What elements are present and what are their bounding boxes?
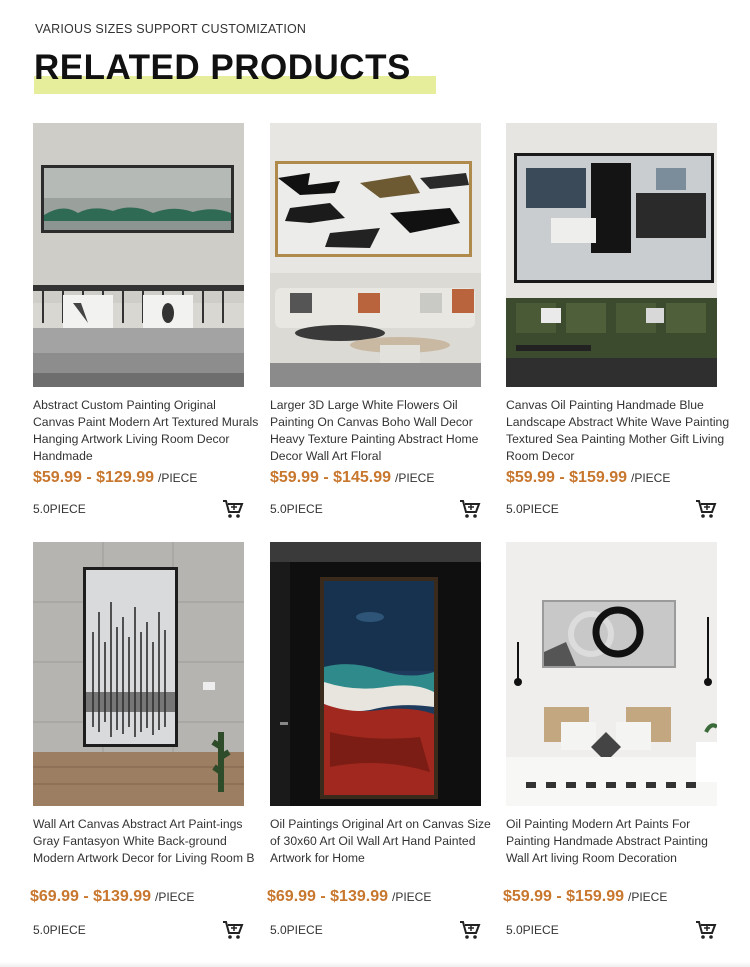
cart-icon[interactable] — [459, 499, 481, 519]
page-subtitle: VARIOUS SIZES SUPPORT CUSTOMIZATION — [35, 22, 307, 36]
product-price: $59.99 - $159.99 — [506, 469, 627, 486]
product-rating: 5.0PIECE — [270, 502, 323, 516]
meta-row — [33, 920, 244, 940]
meta-row — [33, 499, 244, 519]
product-card[interactable] — [33, 123, 259, 516]
price-row — [270, 469, 434, 487]
bottom-edge — [0, 962, 750, 967]
product-price: $69.99 - $139.99 — [267, 888, 388, 905]
price-unit: /PIECE — [631, 471, 671, 485]
price-row — [503, 888, 667, 906]
cart-icon[interactable] — [222, 499, 244, 519]
section-title: RELATED PRODUCTS — [34, 48, 411, 87]
product-price: $59.99 - $129.99 — [33, 469, 154, 486]
product-rating: 5.0PIECE — [33, 502, 86, 516]
cart-icon[interactable] — [222, 920, 244, 940]
product-name[interactable]: Oil Paintings Original Art on Canvas Size of 30x60 Art Oil Wall Art Hand Painted Artwork for Home — [270, 817, 491, 865]
product-card[interactable] — [30, 542, 259, 937]
product-image[interactable] — [270, 542, 481, 806]
product-image[interactable] — [33, 123, 244, 387]
price-unit: /PIECE — [628, 890, 668, 904]
price-unit: /PIECE — [155, 890, 195, 904]
price-row — [506, 469, 670, 487]
meta-row — [270, 499, 481, 519]
product-name[interactable]: Abstract Custom Painting Original Canvas Paint Modern Art Textured Murals Hanging Artwork Living Room Decor Handmade — [33, 398, 259, 463]
product-name[interactable]: Canvas Oil Painting Handmade Blue Landscape Abstract White Wave Painting Textured Sea Painting Mother Gift Living Room Decor — [506, 398, 730, 463]
product-name[interactable]: Oil Painting Modern Art Paints For Painting Handmade Abstract Painting Wall Art living Room Decoration — [506, 817, 708, 865]
cart-icon[interactable] — [695, 499, 717, 519]
product-card[interactable] — [503, 542, 732, 937]
price-unit: /PIECE — [395, 471, 435, 485]
cart-icon[interactable] — [459, 920, 481, 940]
product-rating: 5.0PIECE — [270, 923, 323, 937]
product-price: $59.99 - $145.99 — [270, 469, 391, 486]
product-price: $59.99 - $159.99 — [503, 888, 624, 905]
price-unit: /PIECE — [158, 471, 198, 485]
price-row — [30, 888, 194, 906]
section-title-wrap — [34, 48, 411, 88]
price-row — [33, 469, 197, 487]
product-image[interactable] — [506, 123, 717, 387]
product-image[interactable] — [270, 123, 481, 387]
product-card[interactable] — [270, 123, 496, 516]
product-rating: 5.0PIECE — [33, 923, 86, 937]
product-name[interactable]: Wall Art Canvas Abstract Art Paint-ings Gray Fantasyon White Back-ground Modern Artwork Decor for Living Room B — [33, 817, 255, 865]
meta-row — [506, 499, 717, 519]
product-card[interactable] — [267, 542, 496, 937]
product-image[interactable] — [33, 542, 244, 806]
cart-icon[interactable] — [695, 920, 717, 940]
product-name[interactable]: Larger 3D Large White Flowers Oil Painting On Canvas Boho Wall Decor Heavy Texture Painting Abstract Home Decor Wall Art Floral — [270, 398, 479, 463]
product-price: $69.99 - $139.99 — [30, 888, 151, 905]
meta-row — [506, 920, 717, 940]
price-row — [267, 888, 431, 906]
product-rating: 5.0PIECE — [506, 923, 559, 937]
meta-row — [270, 920, 481, 940]
price-unit: /PIECE — [392, 890, 432, 904]
product-rating: 5.0PIECE — [506, 502, 559, 516]
product-image[interactable] — [506, 542, 717, 806]
product-card[interactable] — [506, 123, 732, 516]
